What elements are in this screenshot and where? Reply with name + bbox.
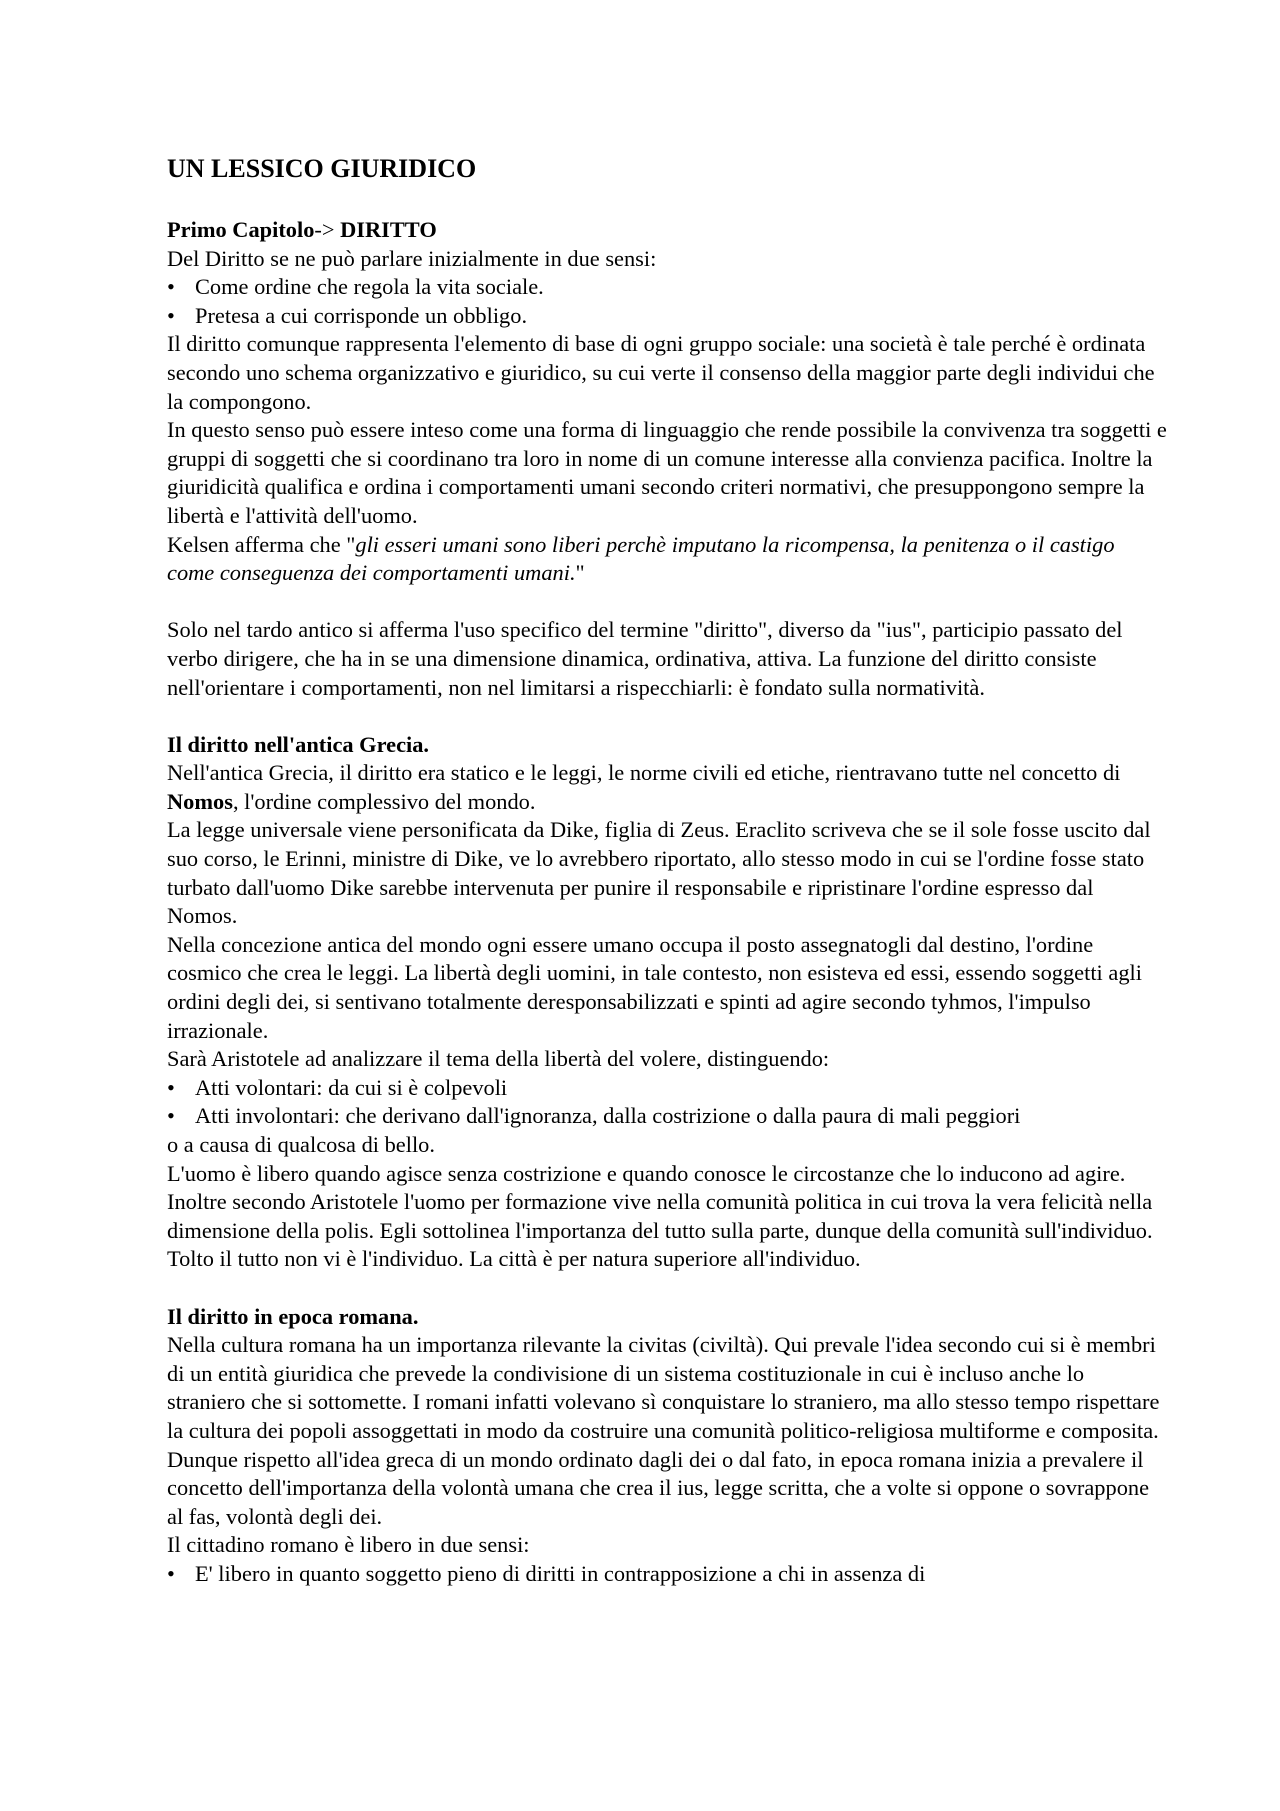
paragraph: Dunque rispetto all'idea greca di un mondo ordinato dagli dei o dal fato, in epoca romana inizia a prevalere il concetto dell'importanza della volontà umana che crea il ius, legge scritta, che a volte si oppone o sovrappone al fas, volontà degli dei. <box>167 1446 1150 1529</box>
section-heading-grecia: Il diritto nell'antica Grecia. <box>167 731 430 757</box>
paragraph-kelsen-quote <box>167 531 1167 588</box>
list-item <box>167 1560 1167 1589</box>
heading-part-primo-capitolo: Primo Capitolo <box>167 217 315 242</box>
list-item <box>167 1074 1167 1103</box>
bullet-list <box>167 1074 1167 1131</box>
bullet-icon: • <box>167 302 175 328</box>
paragraph-gap <box>167 588 1167 617</box>
list-item-text: Atti volontari: da cui si è colpevoli <box>195 1074 508 1100</box>
term-nomos: Nomos <box>167 788 233 814</box>
section-roma <box>167 1303 1167 1589</box>
paragraph: L'uomo è libero quando agisce senza costrizione e quando conosce le circostanze che lo inducono ad agire. Inoltre secondo Aristotele l'uomo per formazione vive nella comunità politica in cui trova la vera felicità nella dimensione della polis. Egli sottolinea l'importanza del tutto sulla parte, dunque della comunità sull'individuo. Tolto il tutto non vi è l'individuo. La città è per natura superiore all'individuo. <box>167 1160 1153 1272</box>
heading-part-diritto: DIRITTO <box>334 217 437 242</box>
section-heading-roma: Il diritto in epoca romana. <box>167 1303 419 1329</box>
bullet-continuation: o a causa di qualcosa di bello. <box>167 1132 435 1157</box>
list-item <box>167 1102 1167 1131</box>
section-heading-primo-capitolo <box>167 216 1167 245</box>
list-item-text: Atti involontari: che derivano dall'ignoranza, dalla costrizione o dalla paura di mali peggiori <box>195 1103 1021 1129</box>
list-item-text: Pretesa a cui corrisponde un obbligo. <box>195 302 528 328</box>
list-item-text: Come ordine che regola la vita sociale. <box>195 274 544 300</box>
paragraph: Nella concezione antica del mondo ogni essere umano occupa il posto assegnatogli dal destino, l'ordine cosmico che crea le leggi. La libertà degli uomini, in tale contesto, non esisteva ed essi, essendo soggetti agli ordini degli dei, si sentivano totalmente deresponsabilizzati e spinti ad agire secondo tyhmos, l'impulso irrazionale. <box>167 931 1142 1043</box>
list-item-text: E' libero in quanto soggetto pieno di diritti in contrapposizione a chi in assenza di <box>195 1560 926 1586</box>
text-run: , l'ordine complessivo del mondo. <box>232 788 536 814</box>
text-run: Nell'antica Grecia, il diritto era statico e le leggi, le norme civili ed etiche, rientravano tutte nel concetto di <box>167 760 1121 786</box>
quote-close: " <box>575 560 585 586</box>
paragraph-gap <box>167 702 1167 731</box>
list-item <box>167 273 1167 302</box>
paragraph: Il diritto comunque rappresenta l'elemento di base di ogni gruppo sociale: una società è tale perché è ordinata secondo uno schema organizzativo e giuridico, su cui verte il consenso della maggior parte degli individui che la compongono. <box>167 331 1155 414</box>
list-item <box>167 302 1167 331</box>
paragraph: Sarà Aristotele ad analizzare il tema della libertà del volere, distinguendo: <box>167 1046 830 1072</box>
paragraph: La legge universale viene personificata da Dike, figlia di Zeus. Eraclito scriveva che se il sole fosse uscito dal suo corso, le Erinni, ministre di Dike, ve lo avrebbero riportato, allo stesso modo in cui se l'ordine fosse stato turbato dall'uomo Dike sarebbe intervenuta per punire il responsabile e ripristinare l'ordine espresso dal Nomos. <box>167 817 1151 929</box>
section-diritto <box>167 216 1167 731</box>
paragraph-gap <box>167 1274 1167 1303</box>
quote-text: gli esseri umani sono liberi perchè imputano la ricompensa, la penitenza o il castigo come conseguenza dei comportamenti umani. <box>167 531 1115 586</box>
paragraph: Il cittadino romano è libero in due sensi: <box>167 1532 530 1558</box>
bullet-icon: • <box>167 274 175 300</box>
bullet-list <box>167 273 1167 330</box>
paragraph: Solo nel tardo antico si afferma l'uso specifico del termine "diritto", diverso da "ius", participio passato del verbo dirigere, che ha in se una dimensione dinamica, ordinativa, attiva. La funzione del diritto consiste nell'orientare i comportamenti, non nel limitarsi a rispecchiarli: è fondato sulla normatività. <box>167 617 1123 700</box>
paragraph: In questo senso può essere inteso come una forma di linguaggio che rende possibile la convivenza tra soggetti e gruppi di soggetti che si coordinano tra loro in nome di un comune interesse alla convienza pacifica. Inoltre la giuridicità qualifica e ordina i comportamenti umani secondo criteri normativi, che presuppongono sempre la libertà e l'attività dell'uomo. <box>167 417 1167 528</box>
paragraph-nomos <box>167 759 1167 816</box>
bullet-list <box>167 1560 1167 1589</box>
heading-arrow: -> <box>314 217 335 242</box>
bullet-icon: • <box>167 1074 175 1100</box>
document-title: UN LESSICO GIURIDICO <box>167 154 477 183</box>
document-page <box>167 152 1167 1589</box>
paragraph: Del Diritto se ne può parlare inizialmente in due sensi: <box>167 245 657 271</box>
section-grecia <box>167 731 1167 1303</box>
bullet-icon: • <box>167 1103 175 1129</box>
bullet-icon: • <box>167 1560 175 1586</box>
paragraph: Nella cultura romana ha un importanza rilevante la civitas (civiltà). Qui prevale l'idea secondo cui si è membri di un entità giuridica che prevede la condivisione di un sistema costituzionale in cui è incluso anche lo straniero che si sottomette. I romani infatti volevano sì conquistare lo straniero, ma allo stesso tempo rispettare la cultura dei popoli assoggettati in modo da costruire una comunità politico-religiosa multiforme e composita. <box>167 1332 1160 1443</box>
quote-lead: Kelsen afferma che " <box>167 531 356 557</box>
